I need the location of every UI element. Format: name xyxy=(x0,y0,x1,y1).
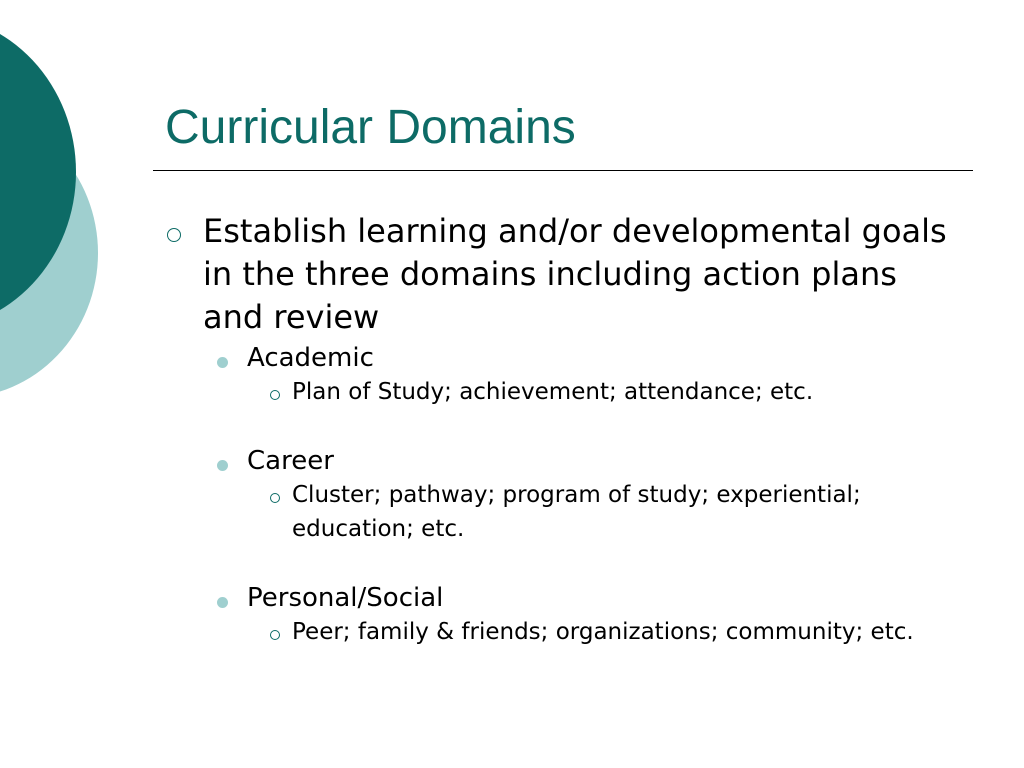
domain-detail-text: Peer; family & friends; organizations; community; etc. xyxy=(292,619,914,645)
domain-detail-career xyxy=(270,478,965,546)
domain-item-personal-social xyxy=(217,581,965,615)
spacer xyxy=(165,409,965,442)
domain-label: Personal/Social xyxy=(247,583,444,613)
domain-item-career xyxy=(217,444,965,478)
spacer xyxy=(165,546,965,579)
hollow-circle-bullet-icon xyxy=(270,493,280,503)
title-divider xyxy=(153,170,973,171)
main-bullet xyxy=(165,210,965,339)
domain-label: Academic xyxy=(247,343,374,373)
domain-item-academic xyxy=(217,341,965,375)
hollow-circle-bullet-icon xyxy=(167,228,181,242)
slide-body xyxy=(165,210,965,649)
domain-detail-text: Cluster; pathway; program of study; experiential; education; etc. xyxy=(292,482,861,542)
slide-title: Curricular Domains xyxy=(165,101,576,154)
domain-detail-academic xyxy=(270,375,965,409)
filled-circle-bullet-icon xyxy=(217,357,228,368)
filled-circle-bullet-icon xyxy=(217,460,228,471)
domain-detail-text: Plan of Study; achievement; attendance; etc. xyxy=(292,379,814,405)
domain-label: Career xyxy=(247,446,334,476)
domain-detail-personal-social xyxy=(270,615,965,649)
hollow-circle-bullet-icon xyxy=(270,630,280,640)
filled-circle-bullet-icon xyxy=(217,597,228,608)
hollow-circle-bullet-icon xyxy=(270,390,280,400)
main-bullet-text: Establish learning and/or developmental goals in the three domains including action plans and review xyxy=(203,212,947,336)
